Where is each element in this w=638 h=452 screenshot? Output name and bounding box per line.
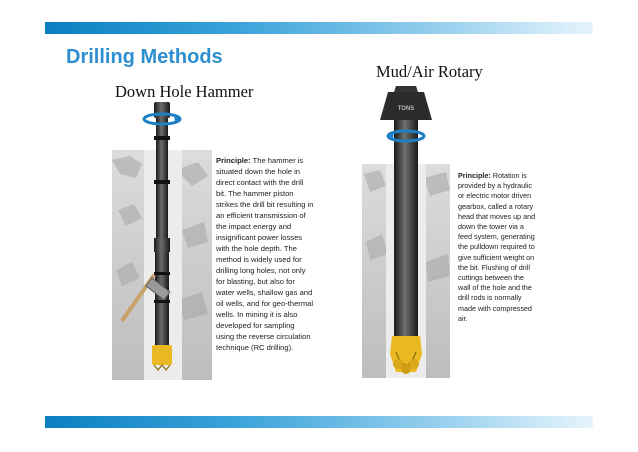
slide-title: Drilling Methods	[66, 46, 223, 68]
drill-string	[154, 102, 170, 347]
bottom-accent-band	[45, 416, 593, 428]
top-accent-band	[45, 22, 593, 34]
principle-label: Principle:	[458, 171, 491, 180]
weight-label: TONS	[397, 106, 415, 112]
down-hole-hammer-heading: Down Hole Hammer	[115, 82, 254, 101]
weight-block	[380, 86, 432, 120]
principle-text: Rotation is provided by a hydraulic or electric motor driven gearbox, called a rotary head that moves up and down the tower via a feed system, generating the pulldown required to give sufficient weight on the bit. Flushing of drill cuttings between the wall of the hole and the drill rods is normally made with compressed air.	[458, 171, 536, 323]
drill-string	[394, 120, 418, 336]
principle-text: The hammer is situated down the hole in direct contact with the drill bit. The hammer piston strikes the drill bit resulting in an efficient transmission of the impact energy and insignificant power losses with the hole depth. The method is widely used for drilling long holes, not only for blasting, but also for water wells, shallow gas and oil wells, and for geo-thermal wells. In mining it is also developed for sampling using the reverse circulation technique (RC drilling).	[216, 156, 314, 352]
down-hole-hammer-principle	[216, 155, 314, 353]
mud-air-rotary-heading: Mud/Air Rotary	[376, 62, 483, 81]
tricone-bit	[390, 336, 422, 374]
down-hole-hammer-illustration	[112, 100, 212, 382]
mud-air-rotary-principle	[458, 171, 536, 324]
principle-label: Principle:	[216, 156, 251, 165]
mud-air-rotary-illustration	[358, 82, 454, 382]
